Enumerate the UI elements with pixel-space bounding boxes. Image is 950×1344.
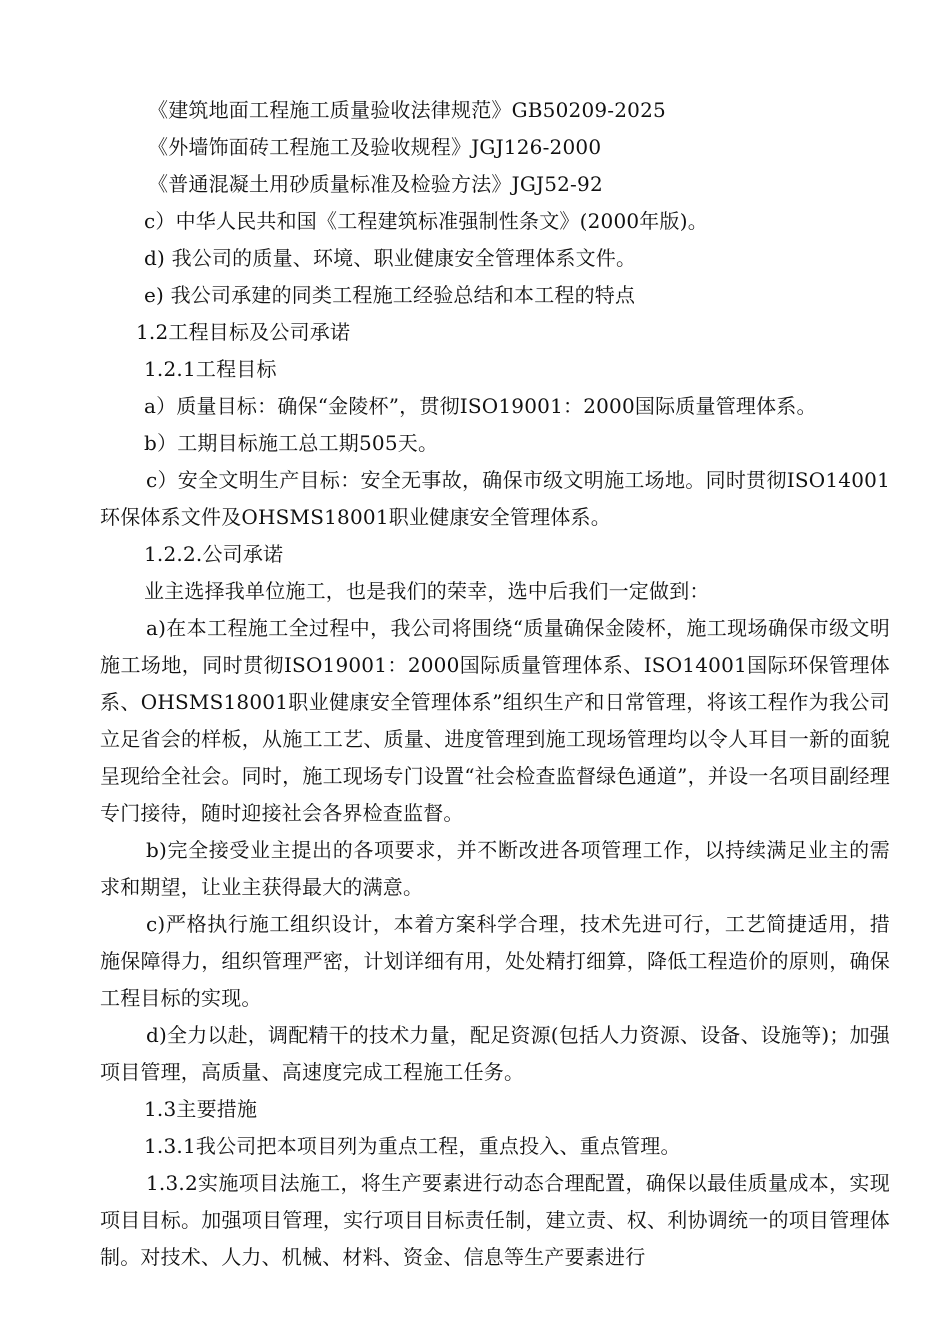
section-heading-1-2-2: 1.2.2.公司承诺	[144, 542, 284, 566]
list-item-e: e) 我公司承建的同类工程施工经验总结和本工程的特点	[144, 283, 636, 307]
commitment-paragraph-a: a)在本工程施工全过程中，我公司将围绕“质量确保金陵杯，施工现场确保市级文明施工场地，同时贯彻ISO19001：2000国际质量管理体系、ISO14001国际环保管理体系、OHSMS18001职业健康安全管理体系”组织生产和日常管理，将该工程作为我公司立足省会的样板，从施工工艺、质量、进度管理到施工现场管理均以令人耳目一新的面貌呈现给全社会。同时，施工现场专门设置“社会检查监督绿色通道”，并设一名项目副经理专门接待，随时迎接社会各界检查监督。	[100, 616, 890, 825]
section-heading-1-2-1: 1.2.1工程目标	[144, 357, 277, 381]
list-item-c: c）中华人民共和国《工程建筑标准强制性条文》(2000年版)。	[144, 209, 708, 233]
schedule-goal: b）工期目标施工总工期505天。	[144, 431, 439, 455]
section-heading-1-2: 1.2工程目标及公司承诺	[136, 320, 351, 344]
commitment-paragraph-d: d)全力以赴，调配精干的技术力量，配足资源(包括人力资源、设备、设施等)；加强项目管理，高质量、高速度完成工程施工任务。	[100, 1023, 891, 1084]
measure-1-3-1: 1.3.1我公司把本项目列为重点工程，重点投入、重点管理。	[144, 1134, 681, 1158]
list-item-d: d) 我公司的质量、环境、职业健康安全管理体系文件。	[144, 246, 637, 270]
commitment-paragraph-c: c)严格执行施工组织设计，本着方案科学合理，技术先进可行，工艺简捷适用，措施保障得力，组织管理严密，计划详细有用，处处精打细算，降低工程造价的原则，确保工程目标的实现。	[100, 912, 890, 1010]
measure-1-3-2-paragraph: 1.3.2实施项目法施工，将生产要素进行动态合理配置，确保以最佳质量成本，实现项目目标。加强项目管理，实行项目目标责任制，建立责、权、利协调统一的项目管理体制。对技术、人力、机械、材料、资金、信息等生产要素进行	[100, 1171, 890, 1269]
standard-item-1: 《建筑地面工程施工质量验收法律规范》GB50209-2025	[148, 98, 666, 122]
standard-item-2: 《外墙饰面砖工程施工及验收规程》JGJ126-2000	[148, 135, 602, 159]
quality-goal: a）质量目标：确保“金陵杯”，贯彻ISO19001：2000国际质量管理体系。	[144, 394, 817, 418]
standard-item-3: 《普通混凝土用砂质量标准及检验方法》JGJ52-92	[148, 172, 603, 196]
owner-commitment-intro: 业主选择我单位施工，也是我们的荣幸，选中后我们一定做到：	[144, 579, 710, 603]
section-heading-1-3: 1.3主要措施	[144, 1097, 258, 1121]
safety-goal-paragraph: c）安全文明生产目标：安全无事故，确保市级文明施工场地。同时贯彻ISO14001环保体系文件及OHSMS18001职业健康安全管理体系。	[100, 468, 890, 529]
document-body	[100, 92, 890, 1276]
commitment-paragraph-b: b)完全接受业主提出的各项要求，并不断改进各项管理工作，以持续满足业主的需求和期望，让业主获得最大的满意。	[100, 838, 890, 899]
